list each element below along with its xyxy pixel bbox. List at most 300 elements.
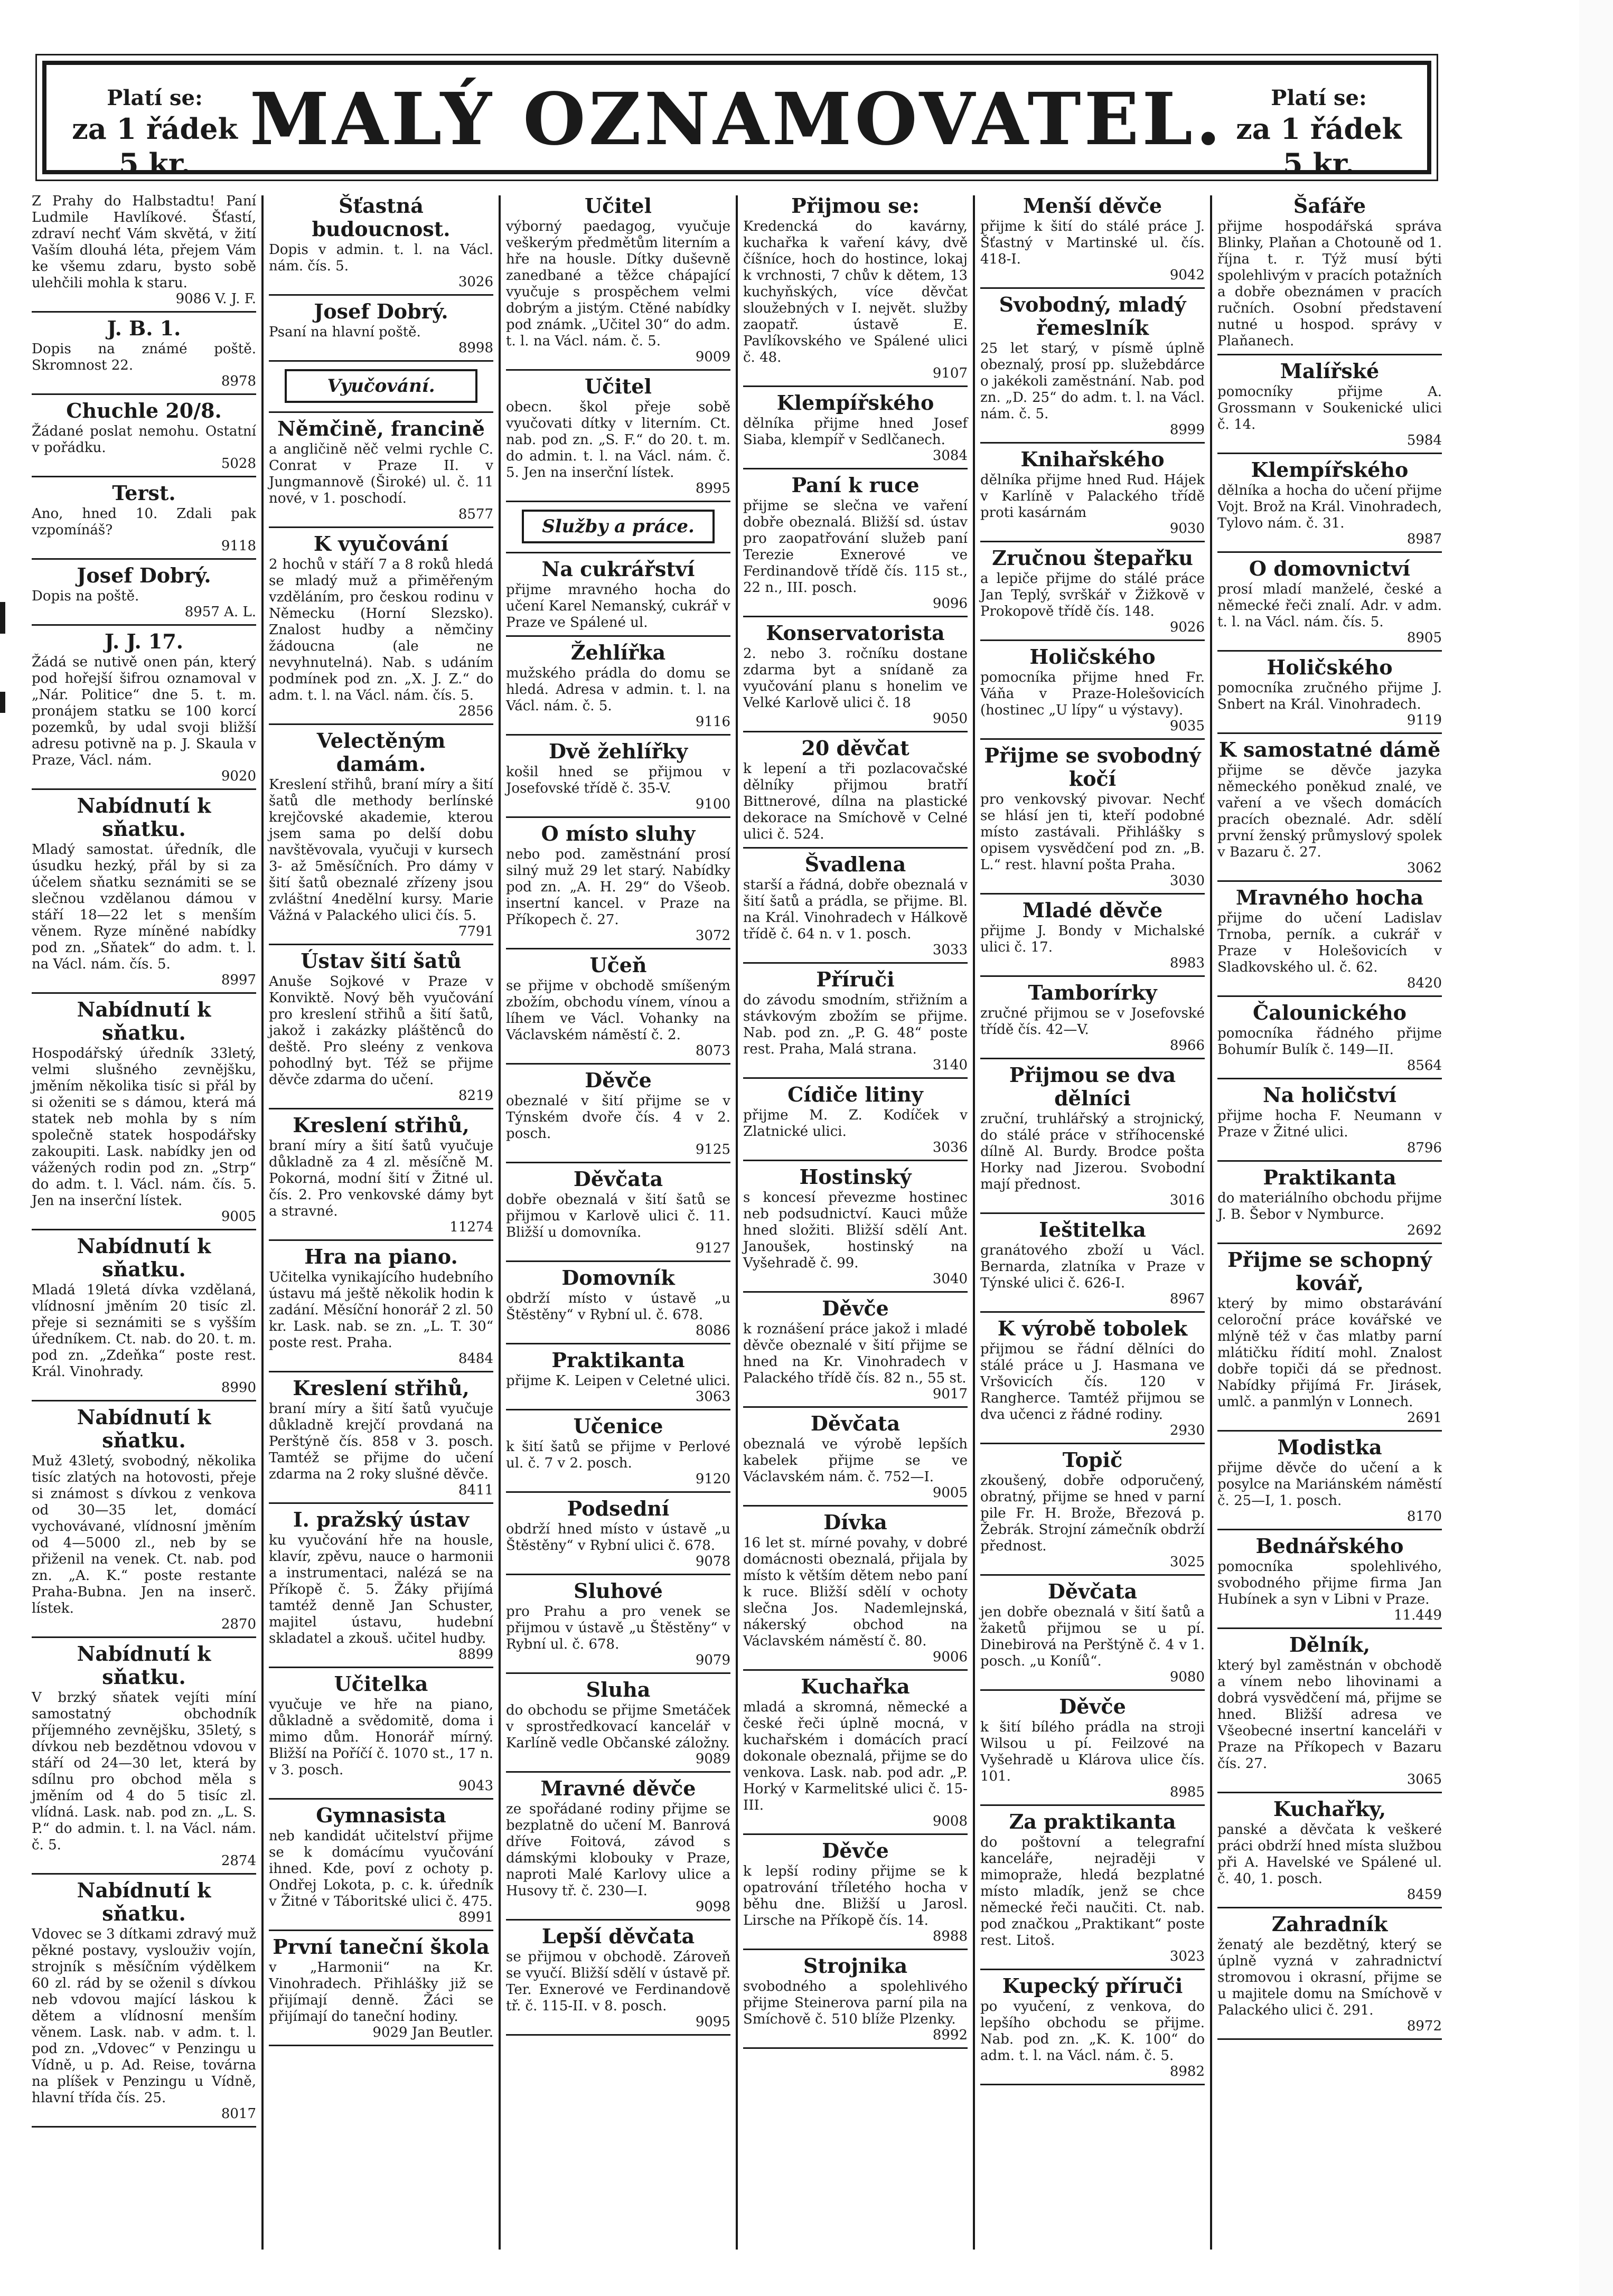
ad-number: 9005 (221, 1209, 256, 1225)
ad-text: 16 let st. mírné povahy, v dobré domácnosti obeznalá, přijala by místo k větším dětem nebo paní k ruce. Bližší sdělí v ochoty slečna Jos. Nademlejnská, nákerský obchod na Václavském náměstí č. 80. (743, 1535, 968, 1649)
ad-number: 9005 (932, 1485, 968, 1501)
ad-title: Nabídnutí k sňatku. (77, 1878, 211, 1925)
ad-number: 9120 (695, 1471, 730, 1487)
ad-text: do obchodu se přijme Smetáček v sprostředkovací kancelář v Karlíně vedle Občanské záložny. (506, 1702, 730, 1751)
classified-ad (506, 190, 730, 371)
classified-ad (743, 849, 968, 964)
ad-number: 8796 (1406, 1140, 1442, 1156)
classified-ad (32, 790, 256, 994)
classified-ad (980, 895, 1205, 977)
ad-text: který by mimo obstarávání celoroční práce kovářské ve mlýně též v čas mlatby parní mlátičku řídití mohl. Znalost dobře topiči dá se přednost. Nabídky přijímá Fr. Jirásek, umlč. a panmlýn v Lonnech. (1217, 1296, 1442, 1410)
ad-text: přijme do učení Ladislav Trnoba, perník. a cukrář v Praze v Holešovicích v Sladkovského ul. č. 62. (1217, 910, 1442, 975)
classified-ad (506, 1773, 730, 1921)
ad-number: 8972 (1406, 2018, 1442, 2034)
page-right-margin (1579, 0, 1613, 2296)
ad-number: 9042 (1169, 267, 1205, 283)
ad-number: 3016 (1169, 1192, 1205, 1208)
ad-text: přijme se děvče jazyka německého poněkud znalé, ve vaření a ve všech domácích pracích obeznalé. Adr. sdělí první ženský průmyslový spolek v Bazaru č. 27. (1217, 763, 1442, 860)
classified-columns (26, 190, 1447, 2265)
classified-ad (269, 1241, 493, 1372)
classified-ad (1217, 734, 1442, 882)
ad-number: 8459 (1406, 1887, 1442, 1903)
ad-text: Dopis na známé poště. Skromnost 22. (32, 341, 256, 373)
ad-text: se přijme v obchodě smíšeným zbožím, obchodu vínem, vínou a líhem ve Václ. Vohanky na Václavském náměstí č. 2. (506, 978, 730, 1043)
classified-ad (506, 1344, 730, 1410)
classified-ad (1217, 190, 1442, 355)
ad-title: Kuchařka (801, 1674, 910, 1698)
ad-title: Lepší děvčata (541, 1924, 695, 1948)
left-edge-mark (0, 692, 5, 713)
ad-number: 9080 (1169, 1669, 1205, 1685)
ad-text: ku vyučování hře na housle, klavír, zpěvu, nauce o harmonii a instrumentaci, nalézá se na Příkopě č. 5. Žáky přijímá tamtéž denně Jan Schuster, majitel ústavu, hudební skladatel a zkouš. učitel hudby. (269, 1532, 493, 1646)
ad-number: 8992 (932, 2027, 968, 2043)
ad-title: Přijme se svobodný kočí (984, 744, 1201, 791)
ad-number: 9125 (695, 1142, 730, 1158)
ad-number: 9118 (221, 538, 256, 554)
ad-title: Učitel (585, 194, 652, 218)
ad-text: a angličině něč velmi rychle C. Conrat v Praze II. v Jungmannově (Široké) ul. č. 11 nové, v 1. poschodí. (269, 441, 493, 506)
classified-ad (1217, 882, 1442, 997)
ad-title: Strojnika (803, 1954, 908, 1978)
ad-number: 11274 (449, 1219, 493, 1235)
classified-ad (743, 1408, 968, 1507)
ad-text: 25 let starý, v písmě úplně obeznalý, prosí pp. služebdárce o jakékoli zaměstnání. Nab. pod zn. „D. 25“ do adm. t. l. na Václ. nám. č. 5. (980, 341, 1205, 422)
ad-number: 9043 (458, 1778, 493, 1794)
classified-ad (32, 1230, 256, 1401)
ad-title: Kreslení střihů, (293, 1376, 470, 1400)
classified-ad (1217, 454, 1442, 553)
classified-ad (1217, 997, 1442, 1079)
ad-text: pro venkovský pivovar. Nechť se hlásí jen ti, kteří podobné místo zastávali. Přihlášky s opisem vysvědčení pod zn. „B. L.“ rest. hlavní pošta Praha. (980, 792, 1205, 873)
classified-ad (32, 1875, 256, 2128)
ad-title: Dívka (823, 1510, 887, 1534)
ad-title: Modistka (1277, 1435, 1382, 1459)
ad-title: Příruči (816, 967, 895, 991)
classified-ad (1217, 553, 1442, 652)
ad-title: Přijmou se: (791, 194, 920, 218)
ad-text: ze spořádané rodiny přijme se bezplatně do učení M. Banrová dříve Foitová, závod s dámskými klobouky v Praze, naproti Malé Karlovy ulice a Husovy tř. č. 230—I. (506, 1801, 730, 1899)
classified-ad (506, 1410, 730, 1493)
ad-text: Kredencká do kavárny, kuchařka k vaření kávy, dvě číšníce, hoch do hostince, lokaj k vrchnosti, 7 chův k dětem, 13 kuchyňských, více děvčat sloužebných v I. největ. služby zaopatř. ústavě E. Pavlíkovského ve Spálené ulici č. 48. (743, 219, 968, 365)
ad-text: nebo pod. zaměstnání prosí silný muž 29 let starý. Nabídky pod zn. „A. H. 29“ do Všeob. insertní kancel. v Praze na Příkopech č. 27. (506, 846, 730, 928)
ad-number: 3063 (695, 1389, 730, 1405)
ad-number: 9026 (1169, 619, 1205, 635)
ad-title: První taneční škola (273, 1935, 490, 1959)
ad-text: Ano, hned 10. Zdali pak vzpomínáš? (32, 506, 256, 538)
classified-ad (743, 469, 968, 617)
ad-title: I. pražský ústav (293, 1508, 470, 1531)
ad-number: 8983 (1169, 955, 1205, 971)
ad-title: Nabídnutí k sňatku. (77, 1642, 211, 1689)
ad-text: do materiálního obchodu přijme J. B. Šebor v Nymburce. (1217, 1190, 1442, 1222)
classified-ad (269, 413, 493, 528)
classified-ad (32, 560, 256, 626)
classified-ad (269, 1800, 493, 1931)
ad-text: přijme se slečna ve vaření dobře obeznalá. Bližší sd. ústav pro zaopatřování služeb paní Terezie Exnerové ve Ferdinandově třídě čís. 115 st., 22 n., III. posch. (743, 498, 968, 596)
ad-title: Přijme se schopný kovář, (1227, 1248, 1432, 1295)
ad-text: v „Harmonii“ na Kr. Vinohradech. Přihlášky již se přijímají denně. Žáci se přijímají do taneční hodiny. (269, 1960, 493, 2025)
classified-ad (269, 528, 493, 725)
classified-ad (1217, 1629, 1442, 1793)
column-4 (738, 190, 973, 2255)
classified-ad (1217, 652, 1442, 734)
ad-text: do závodu smodním, střižním a stávkovým zbožím se přijme. Nab. pod zn. „P. G. 48“ poste rest. Praha, Malá strana. (743, 992, 968, 1057)
ad-text: neb kandidát učitelství přijme se k domácímu vyučování ihned. Kde, poví z ochoty p. Ondřej Lokota, p. c. k. úředník v Žitné v Táboritské ulici č. 475. (269, 1828, 493, 1909)
ad-text: Anuše Sojkové v Praze v Konviktě. Nový běh vyučování pro kreslení střihů a šití šatů, jakož i zakázky pláštěnců do deště. Pro sleény z venkova pohodlný byt. Též se přijme děvče zdarma do učení. (269, 974, 493, 1088)
classified-ad (269, 296, 493, 362)
ad-number: 3040 (932, 1271, 968, 1287)
ad-number: 8170 (1406, 1509, 1442, 1525)
classified-ad (980, 1059, 1205, 1214)
ad-text: obeznalé v šití přijme se v Týnském dvoře čís. 4 v 2. posch. (506, 1093, 730, 1142)
ad-number: 3030 (1169, 873, 1205, 889)
column-5 (975, 190, 1210, 2255)
ad-title: Zahradník (1271, 1912, 1388, 1936)
classified-ad (743, 1293, 968, 1408)
ad-text: k lepší rodiny přijme se k opatrování tříletého hocha v běhu dne. Bližší u Jarosl. Lirsche na Příkopě čís. 14. (743, 1864, 968, 1928)
ad-text: dělníka přijme hned Rud. Hájek v Karlíně v Palackého třídě proti kasárnám (980, 472, 1205, 521)
classified-ad (980, 740, 1205, 895)
classified-ad (269, 190, 493, 296)
ad-text: k lepení a tři pozlacovačské dělníky přijmou bratří Bittnerové, dílna na plastické dekorace na Smíchově v Celné ulici č. 524. (743, 761, 968, 842)
classified-ad (269, 1668, 493, 1800)
header-price-left-line2: za 1 řádek 5 kr. (72, 112, 238, 181)
classified-ad (506, 1575, 730, 1674)
ad-title: Děvčata (810, 1412, 901, 1435)
classified-ad (506, 371, 730, 502)
classified-ad (506, 1921, 730, 2036)
ad-text: dělníka přijme hned Josef Siaba, klempíř v Sedlčanech. (743, 416, 968, 448)
ad-number: 8966 (1169, 1038, 1205, 1053)
ad-text: pomocníka zručného přijme J. Snbert na Král. Vinohradech. (1217, 680, 1442, 712)
ad-title: Kuchařky, (1273, 1797, 1386, 1821)
ad-text: Mladá 19letá dívka vzdělaná, vlídnosní jměním 20 tisíc zl. přeje si seznámiti se s vyšším úředníkem. Ct. nab. do 20. t. m. pod zn. „Zdeňka“ poste rest. Král. Vinohrady. (32, 1282, 256, 1380)
classified-ad (743, 617, 968, 732)
ad-title: Sluhové (574, 1579, 663, 1603)
ad-number: 9089 (695, 1751, 730, 1767)
ad-text: braní míry a šití šatů vyučuje důkladně krejčí provdaná na Perštýně čís. 858 v 3. posch. Tamtéž se přijme do učení zdarma na 2 roky slušné děvče. (269, 1401, 493, 1482)
classified-ad (506, 1493, 730, 1575)
classified-ad (980, 977, 1205, 1059)
ad-text: který byl zaměstnán v obchodě a vínem nebo lihovinami a dobrá vysvědčení má, přijme se hned. Bližší adresa ve Všeobecné insertní kanceláři v Praze na Příkopech v Bazaru čís. 27. (1217, 1658, 1442, 1772)
ad-title: Čalounického (1253, 1001, 1406, 1024)
classified-ad (506, 1065, 730, 1163)
ad-number: 2691 (1406, 1410, 1442, 1426)
classified-ad (743, 1507, 968, 1671)
ad-number: 8564 (1406, 1058, 1442, 1074)
ad-number: 5028 (221, 456, 256, 472)
ad-title: Na holičství (1262, 1083, 1397, 1107)
ad-number: 9086 V. J. F. (175, 291, 256, 307)
ad-number: 8991 (458, 1909, 493, 1925)
ad-number: 2692 (1406, 1222, 1442, 1238)
ad-title: Přijmou se dva dělníci (1009, 1063, 1176, 1110)
classified-ad (743, 1161, 968, 1293)
ad-number: 9078 (695, 1554, 730, 1569)
ad-number: 9096 (932, 596, 968, 611)
ad-text: vyučuje ve hře na piano, důkladně a svědomitě, doma i mimo dům. Honorář mírný. Bližší na Poříčí č. 1070 st., 17 n. v 3. posch. (269, 1697, 493, 1778)
ad-text: zruční, truhlářský a strojnický, do stálé práce v stříhocenské dílně Al. Burdy. Brodce pošta Horky nad Jizerou. Svobodní mají přednost. (980, 1111, 1205, 1192)
ad-number: 8995 (695, 481, 730, 496)
ad-number: 9017 (932, 1386, 968, 1402)
classified-ad (269, 1931, 493, 2046)
classified-ad (980, 190, 1205, 289)
classified-ad (743, 1671, 968, 1835)
ad-text: přijme hospodářská správa Blinky, Plaňan a Chotouně od 1. října t. r. Týž musí býti spolehlivým v pracích potažních a dobře obeznámen v pracích ručních. Osobní představení nutné u hospod. správy v Plaňanech. (1217, 219, 1442, 349)
ad-number: 3036 (932, 1140, 968, 1155)
ad-text: Dopis na poště. (32, 588, 139, 604)
section-heading: Vyučování. (285, 369, 477, 403)
ad-number: 8073 (695, 1043, 730, 1059)
ad-text: granátového zboží u Václ. Bernarda, zlatníka v Praze v Týnské ulici č. 626-I. (980, 1243, 1205, 1291)
header-price-left (68, 85, 242, 181)
ad-text: Psaní na hlavní poště. (269, 324, 421, 340)
ad-title: Domovník (561, 1266, 675, 1290)
ad-number: 8411 (458, 1482, 493, 1498)
ad-number: 8017 (221, 2106, 256, 2122)
ad-text: pomocníky přijme A. Grossmann v Soukenické ulici č. 14. (1217, 384, 1442, 432)
ad-title: Nabídnutí k sňatku. (77, 1405, 211, 1452)
ad-number: 5984 (1406, 432, 1442, 448)
ad-title: Praktikanta (551, 1348, 685, 1372)
ad-text: a lepiče přijme do stálé práce Jan Teplý, svrškář v Žižkově v Prokopově třídě čís. 148. (980, 571, 1205, 619)
classified-ad (980, 1444, 1205, 1576)
ad-text: braní míry a šití šatů vyučuje důkladně za 4 zl. měsíčně M. Pokorná, modní šití v Žitné ul. čís. 2. Pro venkovské dámy byt a stravné. (269, 1138, 493, 1219)
classified-ad (980, 1970, 1205, 2085)
ad-text: Z Prahy do Halbstadtu! Paní Ludmile Havlíkové. Šťastí, zdraví nechť Vám skvětá, v žití Vaším dlouhá léta, přejem Vám ke všemu zdaru, bysto sobě ulehčili mohla k staru. (32, 193, 256, 291)
ad-title: Menší děvče (1023, 194, 1162, 218)
classified-ad (980, 1691, 1205, 1806)
classified-ad (980, 1214, 1205, 1313)
ad-text: V brzký sňatek vejíti míní samostatný obchodník příjemného zevnějšku, 35letý, s dívkou neb bezdětnou vdovou v stáří od 24—30 let, která by sdílnu pro obchod měla s jměním od 4 do 5 tisíc zl. vlídná. Lask. nab. pod zn. „L. S. P.“ do admin. t. l. na Václ. nám. č. 5. (32, 1690, 256, 1853)
header-price-left-line1: Platí se: (107, 86, 203, 110)
ad-number: 9008 (932, 1813, 968, 1829)
classified-ad (506, 949, 730, 1065)
classified-ad (32, 190, 256, 313)
ad-number: 9127 (695, 1240, 730, 1256)
classified-ad (32, 994, 256, 1230)
column-2 (264, 190, 499, 2255)
left-edge-mark (0, 602, 5, 634)
ad-title: Mravné děvče (540, 1776, 696, 1800)
ad-number: 8420 (1406, 975, 1442, 991)
ad-number: 11.449 (1394, 1607, 1442, 1623)
ad-number: 3065 (1406, 1772, 1442, 1787)
ad-number: 8957 A. L. (184, 604, 256, 620)
ad-title: Chuchle 20/8. (66, 399, 222, 422)
ad-text: obecn. škol přeje sobě vyučovati dítky v literním. Ct. nab. pod zn. „S. F.“ do 20. t. m. do admin. t. l. na Václ. nám. č. 5. Jen na inserční lístek. (506, 399, 730, 481)
column-3 (501, 190, 736, 2255)
classified-ad (980, 1313, 1205, 1444)
ad-title: Hostinský (799, 1165, 912, 1189)
classified-ad (980, 1806, 1205, 1970)
ad-number: 8982 (1169, 2064, 1205, 2079)
ad-number: 9030 (1169, 521, 1205, 537)
ad-text: zručné přijmou se v Josefovské třídě čís. 42—V. (980, 1005, 1205, 1038)
ad-number: 8988 (932, 1928, 968, 1944)
ad-text: Žádané poslat nemohu. Ostatní v pořádku. (32, 424, 256, 456)
ad-number: 9116 (695, 714, 730, 730)
ad-number: 3025 (1169, 1554, 1205, 1570)
classified-ad (506, 502, 730, 553)
classified-ad (506, 637, 730, 736)
ad-title: Dvě žehlířky (548, 739, 688, 763)
header-price-right (1232, 85, 1406, 181)
ad-text: po vyučení, z venkova, do lepšího obchodu se přijme. Nab. pod zn. „K. K. 100“ do adm. t. l. na Václ. nám. č. 5. (980, 1999, 1205, 2064)
ad-text: obeznalá ve výrobě lepších kabelek přijme se ve Václavském nám. č. 752—I. (743, 1436, 968, 1485)
classified-ad (1217, 355, 1442, 454)
classified-ad (506, 1163, 730, 1262)
header-price-right-line2: za 1 řádek 5 kr. (1236, 112, 1402, 181)
ad-title: Cídiče litiny (787, 1083, 923, 1106)
ad-title: Děvče (1059, 1695, 1126, 1718)
classified-ad (743, 964, 968, 1079)
ad-title: Šafáře (1293, 194, 1366, 218)
classified-ad (32, 1401, 256, 1638)
ad-number: 3072 (695, 928, 730, 944)
ad-text: Mladý samostat. úředník, dle úsudku hezký, přál by si za účelem sňatku seznámiti se se slečnou vzdělanou dámou v stáří 18—22 let s menším věnem. Ryze míněné nabídky pod zn. „Sňatek“ do adm. t. l. na Václ. nám. čís. 5. (32, 842, 256, 972)
ad-title: O domovnictví (1249, 557, 1411, 580)
ad-text: obdrží hned místo v ústavě „u Štěstěny“ v Rybní ulici č. 678. (506, 1521, 730, 1554)
classified-ad (269, 1372, 493, 1504)
classified-ad (269, 1504, 493, 1668)
classified-ad (743, 732, 968, 849)
ad-text: mladá a skromná, německé a české řeči úplně mocná, v kuchařském i domácích prací dokonale obeznalá, přijme se do venkova. Lask. nab. pod adr. „P. Horký v Karmelitské ulici č. 15-III. (743, 1699, 968, 1813)
ad-title: Sluha (586, 1678, 651, 1701)
ad-number: 8997 (221, 972, 256, 988)
ad-number: 3023 (1169, 1949, 1205, 1964)
ad-text: přijme J. Bondy v Michalské ulici č. 17. (980, 923, 1205, 955)
classified-ad (269, 725, 493, 945)
ad-number: 9050 (932, 711, 968, 727)
ad-title: Němčině, francině (277, 417, 485, 440)
ad-title: Učenice (573, 1414, 663, 1438)
ad-text: 2. nebo 3. ročníku dostane zdarma byt a snídaně za vyučování planu s honelim ve Velké Karlově ulici č. 18 (743, 646, 968, 711)
ad-text: Dopis v admin. t. l. na Václ. nám. čís. 5. (269, 242, 493, 274)
ad-text: přijme k šití do stálé práce J. Šťastný v Martinské ul. čís. 418-I. (980, 219, 1205, 267)
ad-text: 2 hochů v stáří 7 a 8 roků hledá se mladý muž a přiměřeným vzděláním, pro českou rodinu v Německu (Horní Slezsko). Znalost hudby a němčiny žádoucna (ale ne nevyhnutelná). Nab. s udáním podmínek pod zn. „X. J. Z.“ do adm. t. l. na Václ. nám. čís. 5. (269, 557, 493, 703)
ad-title: Knihařského (1020, 447, 1165, 471)
section-title: MALÝ OZNAMOVATEL. (249, 77, 1224, 162)
ad-number: 8998 (458, 340, 493, 356)
ad-number: 8978 (221, 373, 256, 389)
ad-number: 7791 (458, 924, 493, 939)
classified-ad (506, 553, 730, 637)
classified-ad (980, 289, 1205, 444)
ad-title: Kupecký příruči (1002, 1974, 1183, 1998)
classified-ad (32, 395, 256, 477)
classified-ad (506, 736, 730, 818)
ad-title: K vyučování (313, 532, 449, 556)
classified-ad (32, 477, 256, 560)
ad-text: Žádá se nutivě onen pán, který pod hořejší šifrou oznamoval v „Nár. Politice“ dne 5. t. m. pronájem statku se 100 korcí pozemků, by udal svoji bližší adresu potivně na p. J. Skaula v Praze, Václ. nám. (32, 654, 256, 768)
classified-ad (980, 542, 1205, 641)
ad-text: starší a řádná, dobře obeznalá v šití šatů a prádla, se přijme. Bl. na Král. Vinohradech v Hálkově třídě č. 64 n. v 1. posch. (743, 877, 968, 942)
ad-number: 2874 (221, 1853, 256, 1869)
ad-title: Mladé děvče (1022, 898, 1163, 922)
ad-text: s koncesí převezme hostinec neb podsudnictví. Kauci může hned složiti. Bližší sdělí Ant. Janoušek, hostinský na Vyšehradě č. 99. (743, 1190, 968, 1271)
ad-title: Za praktikanta (1009, 1810, 1176, 1833)
ad-title: K samostatné dámě (1218, 738, 1441, 761)
ad-number: 3084 (932, 448, 968, 464)
ad-title: Švadlena (804, 852, 906, 876)
ad-title: Podsední (567, 1497, 670, 1520)
ad-text: dělníka a hocha do učení přijme Vojt. Brož na Král. Vinohradech, Tylovo nám. č. 31. (1217, 483, 1442, 531)
classified-ad (1217, 1530, 1442, 1629)
ad-text: do poštovní a telegrafní kanceláře, nejraději v mimopraže, hledá bezplatné místo mladík, jenž se chce německé řeči naučiti. Ct. nab. pod značkou „Praktikant“ poste rest. Litoš. (980, 1834, 1205, 1949)
ad-title: Na cukrářství (541, 557, 695, 581)
ad-title: O místo sluhy (541, 822, 696, 845)
ad-number: 9006 (932, 1649, 968, 1665)
ad-title: Velectěným damám. (316, 729, 446, 776)
ad-number: 9029 Jan Beutler. (372, 2025, 493, 2040)
ad-number: 8990 (221, 1380, 256, 1396)
ad-title: J. B. 1. (107, 316, 181, 340)
ad-number: 2870 (221, 1616, 256, 1632)
ad-text: přijme děvče do učení a k posylce na Mariánském náměstí č. 25—I, 1. posch. (1217, 1460, 1442, 1509)
ad-title: Nabídnutí k sňatku. (77, 1234, 211, 1281)
ad-title: Kreslení střihů, (293, 1113, 470, 1137)
ad-text: dobře obeznalá v šití šatů se přijmou v Karlově ulici č. 11. Bližší u domovníka. (506, 1192, 730, 1240)
ad-title: Mravného hocha (1235, 886, 1424, 909)
ad-title: Josef Dobrý. (314, 299, 448, 323)
ad-text: pro Prahu a pro venek se přijmou v ústavě „u Štěstěny“ v Rybní ul. č. 678. (506, 1604, 730, 1652)
ad-text: přijme M. Z. Kodíček v Zlatnické ulici. (743, 1107, 968, 1140)
ad-number: 8985 (1169, 1784, 1205, 1800)
classified-ad (743, 387, 968, 469)
ad-number: 3140 (932, 1057, 968, 1073)
ad-title: Holičského (1029, 645, 1156, 669)
ad-title: Šťastná budoucnost. (312, 194, 451, 241)
header-price-right-line1: Platí se: (1271, 86, 1367, 110)
ad-title: Děvče (822, 1296, 889, 1320)
ad-text: jen dobře obeznalá v šití šatů a žaketů přijmou se u pí. Dinebirová na Perštýně č. 4 v 1. posch. „u Koníů“. (980, 1604, 1205, 1669)
classified-ad (506, 1262, 730, 1344)
classified-ad (269, 362, 493, 413)
classified-ad (743, 1079, 968, 1161)
ad-title: Děvče (585, 1068, 652, 1092)
ad-title: Ieštitelka (1039, 1218, 1146, 1241)
ad-text: k roznášení práce jakož i mladé děvče obeznalé v šití přijme se hned na Kr. Vinohradech v Palackého třídě čís. 82 n., 55 st. (743, 1321, 968, 1386)
ad-title: Gymnasista (316, 1803, 446, 1827)
classified-ad (743, 1950, 968, 2049)
ad-title: Josef Dobrý. (77, 563, 211, 587)
ad-title: Klempířského (776, 391, 934, 415)
ad-title: Paní k ruce (791, 473, 920, 497)
ad-number: 9107 (932, 365, 968, 381)
ad-text: Muž 43letý, svobodný, několika tisíc zlatých na hotovosti, přeje si známost s dívkou z venkova od 30—35 let, domácí vychovávané, vlídnosní jměním od 4—5000 zl., neb by se přiženil na venek. Ct. nab. pod zn. „A. K.“ poste restante Praha-Bubna. Jen na inserč. lístek. (32, 1453, 256, 1616)
ad-title: Topič (1062, 1448, 1123, 1472)
ad-number: 8899 (458, 1646, 493, 1662)
ad-number: 9009 (695, 349, 730, 365)
ad-number: 9095 (695, 2014, 730, 2030)
classified-ad (269, 1109, 493, 1241)
classified-ad (980, 641, 1205, 740)
ad-title: Učitel (585, 374, 652, 398)
classified-ad (743, 190, 968, 387)
ad-title: Dělník, (1289, 1633, 1371, 1657)
classified-ad (1217, 1432, 1442, 1530)
ad-title: J. J. 17. (104, 629, 184, 653)
ad-number: 3033 (932, 942, 968, 958)
section-header (42, 61, 1431, 181)
ad-text: mužského prádla do domu se hledá. Adresa v admin. t. l. na Václ. nám. č. 5. (506, 665, 730, 714)
ad-number: 2856 (458, 703, 493, 719)
classified-ad (506, 818, 730, 949)
ad-title: Nabídnutí k sňatku. (77, 998, 211, 1045)
ad-title: Svobodný, mladý řemeslník (999, 293, 1186, 340)
ad-text: přijme mravného hocha do učení Karel Nemanský, cukrář v Praze ve Spálené ul. (506, 582, 730, 631)
